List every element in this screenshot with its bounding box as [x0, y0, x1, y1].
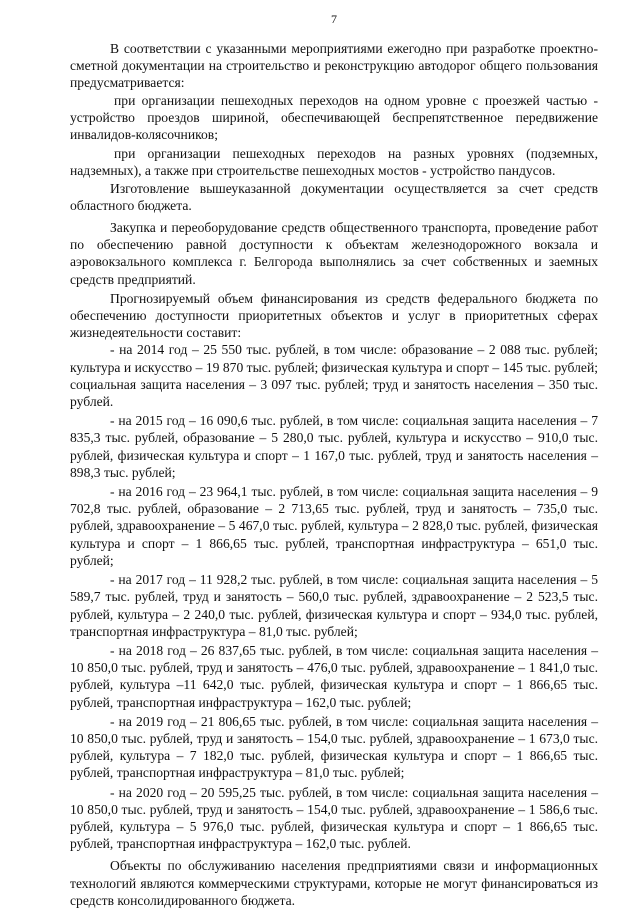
paragraph-year-2017: - на 2017 год – 11 928,2 тыс. рублей, в том числе: социальная защита населения – 5 589,7 тыс. рублей, труд и занятость – 560,0 тыс. рублей, здравоохранение – 2 523,5 тыс. рублей, культура – 2 240,0 тыс. рублей, физическая культура и спорт – 934,0 тыс. рублей, транспортная инфраструктура – 81,0 тыс. рублей; [70, 572, 598, 639]
paragraph-transport-procurement: Закупка и переоборудование средств общественного транспорта, проведение работ по обеспечению равной доступности к объектам железнодорожного вокзала и аэровокзального комплекса г. Белгорода выполнялись за счет собственных и заемных средств предприятий. [70, 220, 598, 287]
paragraph-year-2020: - на 2020 год – 20 595,25 тыс. рублей, в том числе: социальная защита населения – 10 850,0 тыс. рублей, труд и занятость – 154,0 тыс. рублей, здравоохранение – 1 586,6 тыс. рублей, культура – 5 976,0 тыс. рублей, физическая культура и спорт – 1 866,65 тыс. рублей, транспортная инфраструктура – 162,0 тыс. рублей. [70, 784, 598, 852]
paragraph-one-level-crossings: при организации пешеходных переходов на одном уровне с проезжей частью - устройство проездов шириной, обеспечивающей беспрепятственное передвижение инвалидов-колясочников; [70, 92, 598, 143]
paragraph-year-2016: - на 2016 год – 23 964,1 тыс. рублей, в том числе: социальная защита населения – 9 702,8 тыс. рублей, образование – 2 713,65 тыс. рублей, труд и занятость – 735,0 тыс. рублей, здравоохранение – 5 467,0 тыс. рублей, культура – 2 828,0 тыс. рублей, физическая культура и спорт – 1 866,65 тыс. рублей, транспортная инфраструктура – 651,0 тыс. рублей; [70, 484, 598, 568]
paragraph-multi-level-crossings: при организации пешеходных переходов на разных уровнях (подземных, надземных), а также при строительстве пешеходных мостов - устройство пандусов. [70, 146, 598, 179]
paragraph-forecast-intro: Прогнозируемый объем финансирования из средств федерального бюджета по обеспечению доступности приоритетных объектов и услуг в приоритетных сферах жизнедеятельности составит: [70, 290, 598, 341]
paragraph-year-2014: - на 2014 год – 25 550 тыс. рублей, в том числе: образование – 2 088 тыс. рублей; культура и искусство – 19 870 тыс. рублей; физическая культура и спорт – 145 тыс. рублей; социальная защита населения – 3 097 тыс. рублей; труд и занятость населения – 350 тыс. рублей. [70, 342, 598, 410]
page-number: 7 [331, 12, 337, 26]
document-page [70, 12, 598, 909]
paragraph-year-2018: - на 2018 год – 26 837,65 тыс. рублей, в том числе: социальная защита населения – 10 850,0 тыс. рублей, труд и занятость – 476,0 тыс. рублей, здравоохранение – 1 841,0 тыс. рублей, культура –11 642,0 тыс. рублей, физическая культура и спорт – 1 866,65 тыс. рублей, транспортная инфраструктура – 162,0 тыс. рублей; [70, 642, 598, 710]
paragraph-intro: В соответствии с указанными мероприятиями ежегодно при разработке проектно-сметной документации на строительство и реконструкцию автодорог общего пользования предусматривается: [70, 41, 598, 91]
paragraph-year-2019: - на 2019 год – 21 806,65 тыс. рублей, в том числе: социальная защита населения – 10 850,0 тыс. рублей, труд и занятость – 154,0 тыс. рублей, здравоохранение – 1 673,0 тыс. рублей, культура – 7 182,0 тыс. рублей, физическая культура и спорт – 1 866,65 тыс. рублей, транспортная инфраструктура – 81,0 тыс. рублей; [70, 713, 598, 781]
paragraph-documentation-funding: Изготовление вышеуказанной документации осуществляется за счет средств областного бюджета. [70, 180, 598, 213]
paragraph-communication-facilities: Объекты по обслуживанию населения предприятиями связи и информационных технологий являются коммерческими структурами, которые не могут финансироваться из средств консолидированного бюджета. [70, 858, 598, 908]
paragraph-year-2015: - на 2015 год – 16 090,6 тыс. рублей, в том числе: социальная защита населения – 7 835,3 тыс. рублей, образование – 5 280,0 тыс. рублей, культура и искусство – 910,0 тыс. рублей, физическая культура и спорт – 1 167,0 тыс. рублей, труд и занятость населения – 898,3 тыс. рублей; [70, 413, 598, 480]
